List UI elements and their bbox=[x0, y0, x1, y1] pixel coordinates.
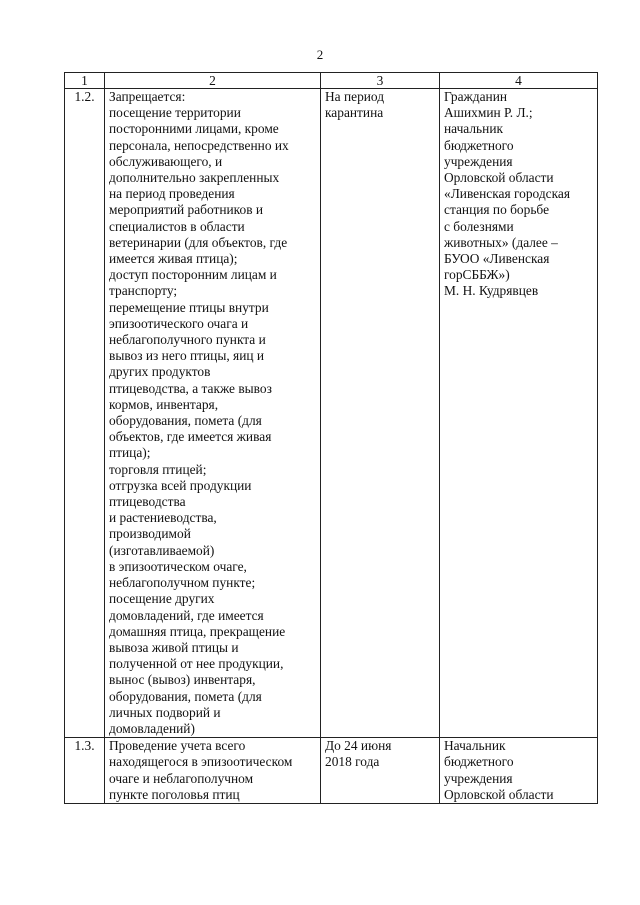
cell-text-line: Начальник bbox=[444, 738, 506, 754]
cell-text-line: карантина bbox=[325, 105, 384, 121]
period-cell bbox=[321, 89, 440, 738]
cell-text-line: и растениеводства, bbox=[109, 510, 217, 526]
cell-text-line: неблагополучного пункта и bbox=[109, 332, 266, 348]
cell-text-line: дополнительно закрепленных bbox=[109, 170, 280, 186]
cell-text-line: торговля птицей; bbox=[109, 461, 207, 477]
cell-text-line: производимой bbox=[109, 526, 191, 542]
cell-text-line: БУОО «Ливенская bbox=[444, 251, 550, 267]
cell-text-line: (изготавливаемой) bbox=[109, 542, 215, 558]
page-number: 2 bbox=[316, 47, 324, 62]
cell-text-line: посещение территории bbox=[109, 105, 241, 121]
cell-text-line: эпизоотического очага и bbox=[109, 315, 249, 331]
cell-text-line: мероприятий работников и bbox=[109, 202, 264, 218]
cell-text-line: На период bbox=[325, 89, 385, 104]
cell-text-line: Проведение учета всего bbox=[109, 738, 246, 754]
cell-text-line: специалистов в области bbox=[109, 218, 245, 234]
cell-text-line: других продуктов bbox=[109, 364, 211, 380]
cell-text-line: станция по борьбе bbox=[444, 202, 550, 218]
cell-text-line: обслуживающего, и bbox=[109, 153, 223, 169]
cell-text-line: вынос (вывоз) инвентаря, bbox=[109, 672, 256, 688]
cell-text-line: посещение других bbox=[109, 591, 215, 607]
cell-text-line: М. Н. Кудрявцев bbox=[444, 283, 539, 299]
cell-text-line: вывоза живой птицы и bbox=[109, 639, 239, 655]
cell-text-line: неблагополучном пункте; bbox=[109, 575, 256, 591]
cell-text-line: птицеводства, а также вывоз bbox=[109, 380, 272, 396]
cell-text-line: птица); bbox=[109, 445, 151, 461]
cell-text-line: птицеводства bbox=[109, 494, 186, 510]
cell-text-line: 2018 года bbox=[325, 754, 380, 770]
table-row bbox=[65, 738, 598, 804]
cell-text-line: учреждения bbox=[444, 153, 513, 169]
cell-text-line: начальник bbox=[444, 121, 503, 137]
measure-cell bbox=[105, 89, 321, 738]
cell-text-line: посторонними лицами, кроме bbox=[109, 121, 279, 137]
measures-table bbox=[64, 72, 598, 804]
cell-text-line: с болезнями bbox=[444, 218, 514, 234]
cell-text-line: отгрузка всей продукции bbox=[109, 477, 252, 493]
cell-text-line: Орловской области bbox=[444, 786, 554, 802]
cell-text-line: животных» (далее – bbox=[444, 234, 558, 250]
cell-text-line: домовладений, где имеется bbox=[109, 607, 264, 623]
cell-text-line: транспорту; bbox=[109, 283, 178, 299]
cell-text-line: пункте поголовья птиц bbox=[109, 786, 240, 802]
cell-text-line: перемещение птицы внутри bbox=[109, 299, 269, 315]
row-number: 1.2. bbox=[65, 89, 105, 738]
cell-text-line: очаге и неблагополучном bbox=[109, 770, 254, 786]
header-col-4: 4 bbox=[440, 73, 598, 89]
header-col-1: 1 bbox=[65, 73, 105, 89]
cell-text-line: на период проведения bbox=[109, 186, 235, 202]
responsible-cell bbox=[440, 89, 598, 738]
cell-text-line: бюджетного bbox=[444, 137, 514, 153]
period-cell bbox=[321, 738, 440, 804]
cell-text-line: бюджетного bbox=[444, 754, 514, 770]
cell-text-line: Ашихмин Р. Л.; bbox=[444, 105, 533, 121]
cell-text-line: полученной от нее продукции, bbox=[109, 656, 284, 672]
table-row bbox=[65, 89, 598, 738]
cell-text-line: Орловской области bbox=[444, 170, 554, 186]
cell-text-line: в эпизоотическом очаге, bbox=[109, 558, 247, 574]
cell-text-line: вывоз из него птицы, яиц и bbox=[109, 348, 265, 364]
cell-text-line: учреждения bbox=[444, 770, 513, 786]
cell-text-line: горСББЖ») bbox=[444, 267, 510, 283]
responsible-cell bbox=[440, 738, 598, 804]
cell-text-line: доступ посторонним лицам и bbox=[109, 267, 277, 283]
table-header-row bbox=[65, 73, 598, 89]
cell-text-line: находящегося в эпизоотическом bbox=[109, 754, 293, 770]
cell-text-line: Гражданин bbox=[444, 89, 508, 104]
row-number: 1.3. bbox=[65, 738, 105, 804]
measure-cell bbox=[105, 738, 321, 804]
cell-text-line: До 24 июня bbox=[325, 738, 392, 754]
cell-text-line: оборудования, помета (для bbox=[109, 413, 262, 429]
cell-text-line: «Ливенская городская bbox=[444, 186, 571, 202]
cell-text-line: Запрещается: bbox=[109, 89, 186, 104]
cell-text-line: домашняя птица, прекращение bbox=[109, 623, 286, 639]
cell-text-line: личных подворий и bbox=[109, 704, 221, 720]
cell-text-line: кормов, инвентаря, bbox=[109, 396, 219, 412]
cell-text-line: ветеринарии (для объектов, где bbox=[109, 234, 288, 250]
cell-text-line: оборудования, помета (для bbox=[109, 688, 262, 704]
cell-text-line: объектов, где имеется живая bbox=[109, 429, 272, 445]
cell-text-line: имеется живая птица); bbox=[109, 251, 238, 267]
header-col-3: 3 bbox=[321, 73, 440, 89]
cell-text-line: домовладений) bbox=[109, 720, 195, 736]
cell-text-line: персонала, непосредственно их bbox=[109, 137, 289, 153]
header-col-2: 2 bbox=[105, 73, 321, 89]
